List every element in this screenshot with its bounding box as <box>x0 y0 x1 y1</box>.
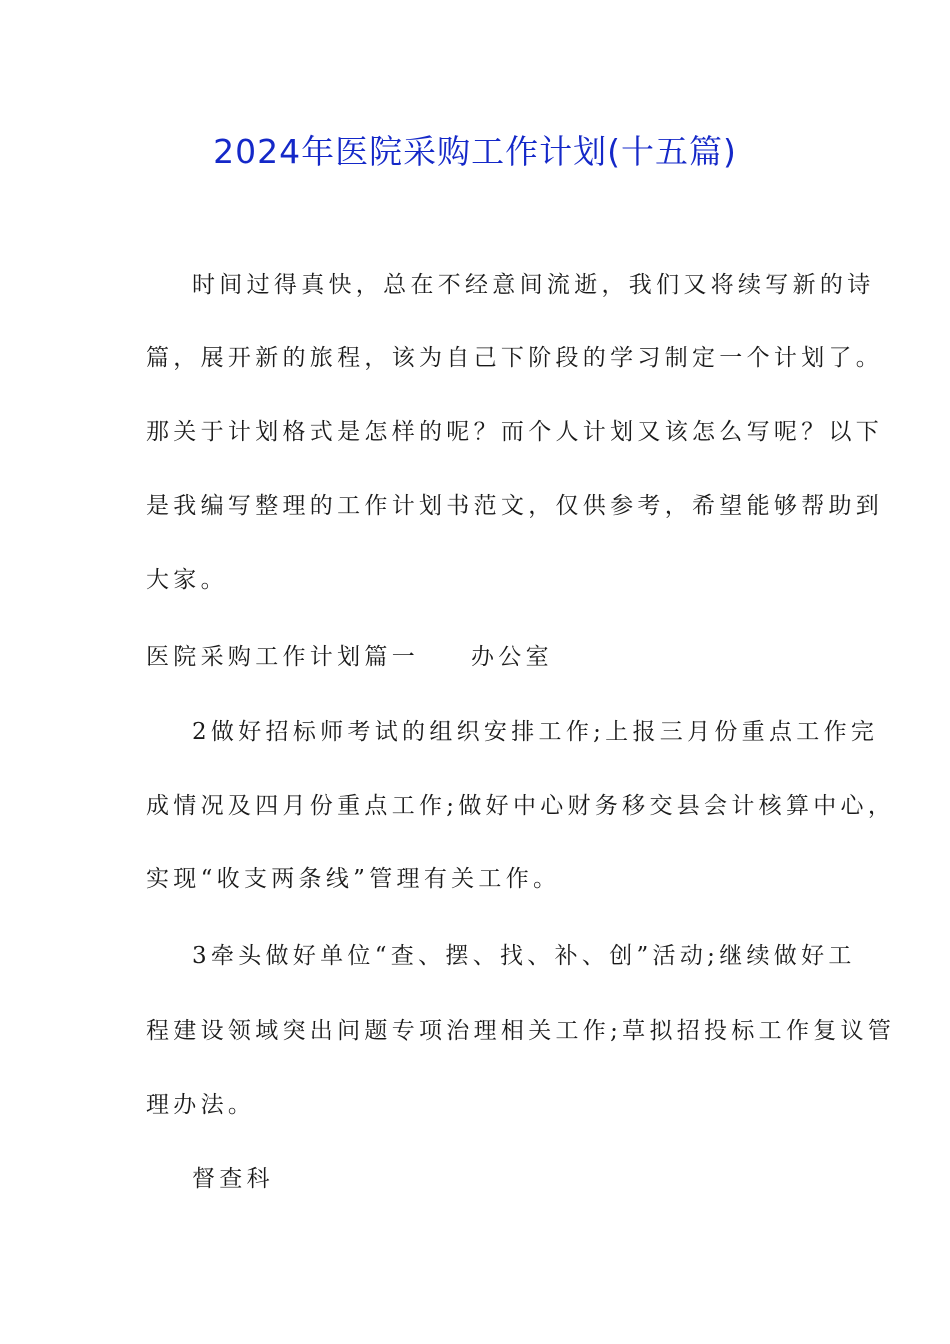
item3-line-2: 程建设领域突出问题专项治理相关工作;草拟招投标工作复议管 <box>146 1018 896 1044</box>
item2-line-1: 2做好招标师考试的组织安排工作;上报三月份重点工作完 <box>192 719 879 745</box>
item3-line-1: 3牵头做好单位“查、摆、找、补、创”活动;继续做好工 <box>192 943 856 969</box>
item2-line-2: 成情况及四月份重点工作;做好中心财务移交县会计核算中心， <box>146 793 896 819</box>
section-heading-line <box>146 640 816 674</box>
intro-line-1: 时间过得真快，总在不经意间流逝，我们又将续写新的诗 <box>192 272 875 298</box>
intro-line-5: 大家。 <box>146 567 228 593</box>
section-heading: 医院采购工作计划篇一 <box>146 644 419 670</box>
intro-line-3: 那关于计划格式是怎样的呢？而个人计划又该怎么写呢？以下 <box>146 419 884 445</box>
intro-line-4: 是我编写整理的工作计划书范文，仅供参考，希望能够帮助到 <box>146 493 884 519</box>
document-title: 2024年医院采购工作计划(十五篇) <box>213 132 737 171</box>
item3-line-3: 理办法。 <box>146 1092 256 1118</box>
item2-line-3: 实现“收支两条线”管理有关工作。 <box>146 866 561 892</box>
section-department: 办公室 <box>471 644 553 670</box>
subsection-heading: 督查科 <box>192 1166 274 1192</box>
intro-line-2: 篇，展开新的旅程，该为自己下阶段的学习制定一个计划了。 <box>146 345 884 371</box>
